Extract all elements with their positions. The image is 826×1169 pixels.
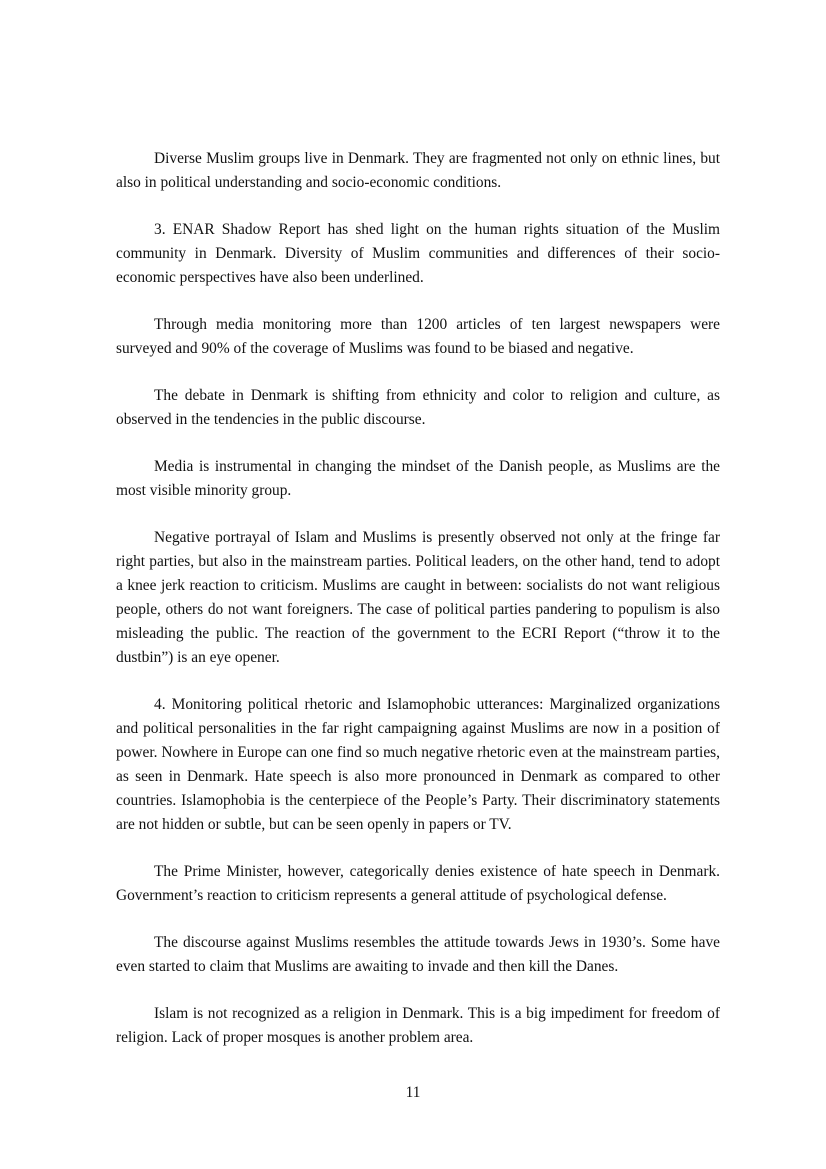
paragraph-political-rhetoric: 4. Monitoring political rhetoric and Islamophobic utterances: Marginalized organizations and political personalities in the far right campaigning against Muslims are now in a position of power. Nowhere in Europe can one find so much negative rhetoric even at the mainstream parties, as seen in Denmark. Hate speech is also more pronounced in Denmark as compared to other countries. Islamophobia is the centerpiece of the People’s Party. Their discriminatory statements are not hidden or subtle, but can be seen openly in papers or TV.	[116, 696, 720, 833]
paragraph-media-instrumental: Media is instrumental in changing the mindset of the Danish people, as Muslims are the most visible minority group.	[116, 458, 720, 499]
paragraph-islam-recognition: Islam is not recognized as a religion in Denmark. This is a big impediment for freedom of religion. Lack of proper mosques is another problem area.	[116, 1005, 720, 1046]
paragraph-muslim-groups: Diverse Muslim groups live in Denmark. They are fragmented not only on ethnic lines, but also in political understanding and socio-economic conditions.	[116, 150, 720, 191]
page-number: 11	[405, 1084, 421, 1101]
paragraph-enar-shadow-report: 3. ENAR Shadow Report has shed light on the human rights situation of the Muslim community in Denmark. Diversity of Muslim communities and differences of their socio-economic perspectives have also been underlined.	[116, 221, 720, 286]
paragraph-discourse-against-muslims: The discourse against Muslims resembles the attitude towards Jews in 1930’s. Some have even started to claim that Muslims are awaiting to invade and then kill the Danes.	[116, 934, 720, 975]
document-body	[116, 147, 720, 1073]
paragraph-negative-portrayal: Negative portrayal of Islam and Muslims is presently observed not only at the fringe far right parties, but also in the mainstream parties. Political leaders, on the other hand, tend to adopt a knee jerk reaction to criticism. Muslims are caught in between: socialists do not want religious people, others do not want foreigners. The case of political parties pandering to populism is also misleading the public. The reaction of the government to the ECRI Report (“throw it to the dustbin”) is an eye opener.	[116, 529, 720, 666]
paragraph-prime-minister: The Prime Minister, however, categorically denies existence of hate speech in Denmark. Government’s reaction to criticism represents a general attitude of psychological defense.	[116, 863, 720, 904]
paragraph-media-monitoring: Through media monitoring more than 1200 articles of ten largest newspapers were surveyed and 90% of the coverage of Muslims was found to be biased and negative.	[116, 316, 720, 357]
paragraph-debate-shift: The debate in Denmark is shifting from ethnicity and color to religion and culture, as observed in the tendencies in the public discourse.	[116, 387, 720, 428]
